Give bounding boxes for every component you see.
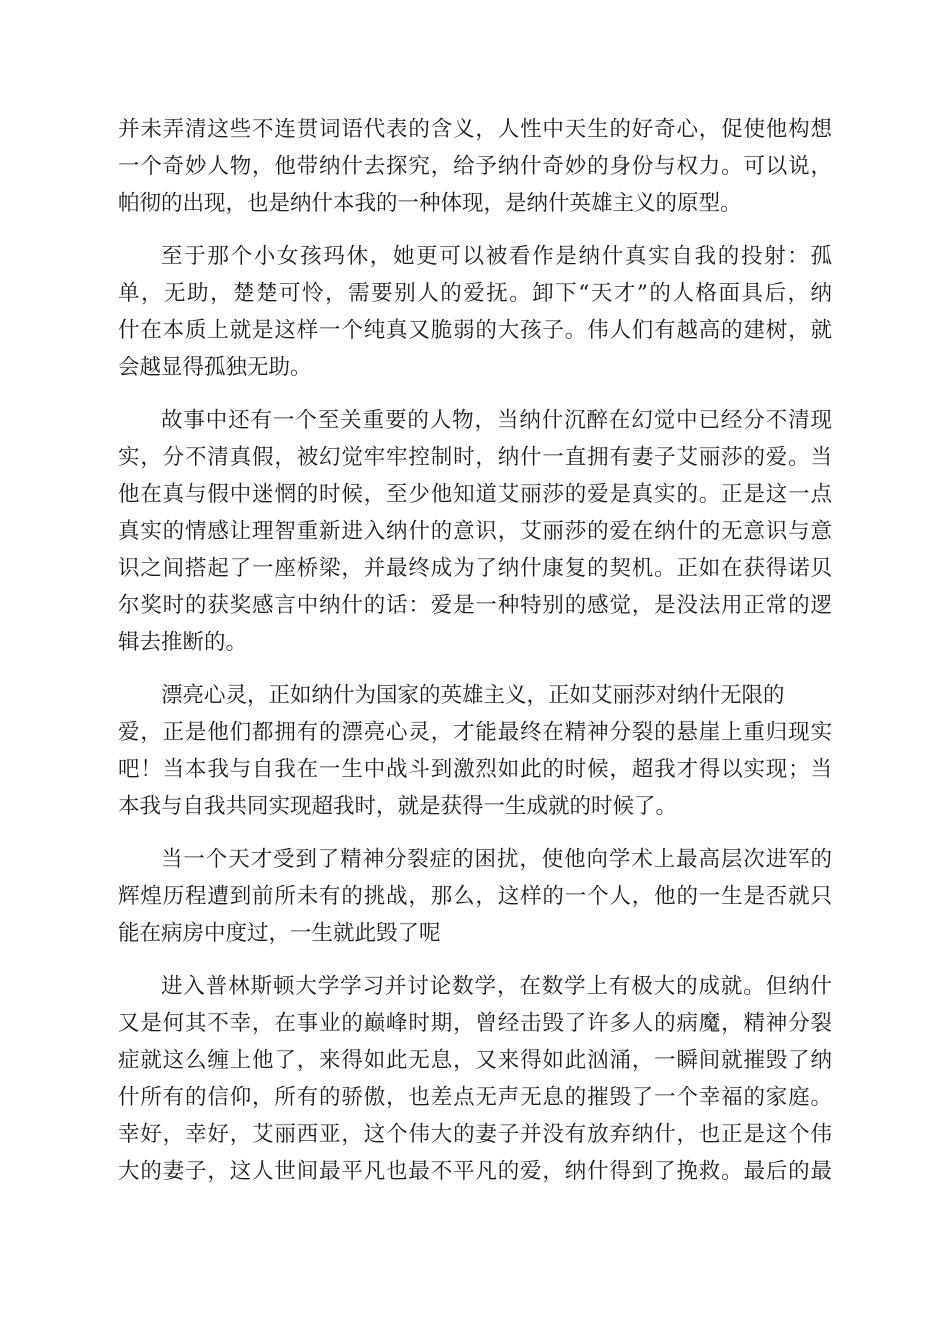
text-line: 大的妻子，这人世间最平凡也最不平凡的爱，纳什得到了挽救。最后的最 [118,1159,832,1184]
text-line: 识之间搭起了一座桥梁，并最终成为了纳什康复的契机。正如在获得诺贝 [118,556,832,581]
text-line: 辑去推断的。 [118,630,248,655]
text-line: 帕彻的出现，也是纳什本我的一种体现，是纳什英雄主义的原型。 [118,191,742,216]
paragraph-2 [118,238,832,386]
text-line: 爱，正是他们都拥有的漂亮心灵，才能最终在精神分裂的悬崖上重归现实 [118,720,832,745]
text-line: 故事中还有一个至关重要的人物，当纳什沉醉在幻觉中已经分不清现 [161,408,832,433]
text-line: 什在本质上就是这样一个纯真又脆弱的大孩子。伟人们有越高的建树，就 [118,318,832,343]
text-line: 症就这么缠上他了，来得如此无息，又来得如此汹涌，一瞬间就摧毁了纳 [118,1048,832,1073]
paragraph-4 [118,677,832,825]
text-line: 单，无助，楚楚可怜，需要别人的爱抚。卸下“天才”的人格面具后，纳 [118,281,832,306]
text-line: 并未弄清这些不连贯词语代表的含义，人性中天生的好奇心，促使他构想 [118,117,832,142]
text-line: 什所有的信仰，所有的骄傲，也差点无声无息的摧毁了一个幸福的家庭。 [118,1085,832,1110]
text-line: 尔奖时的获奖感言中纳什的话：爱是一种特别的感觉，是没法用正常的逻 [118,593,832,618]
text-line: 吧！当本我与自我在一生中战斗到激烈如此的时候，超我才得以实现；当 [118,757,832,782]
text-line: 进入普林斯顿大学学习并讨论数学，在数学上有极大的成就。但纳什 [161,974,832,999]
text-line: 本我与自我共同实现超我时，就是获得一生成就的时候了。 [118,794,678,819]
text-line: 又是何其不幸，在事业的巅峰时期，曾经击毁了许多人的病魔，精神分裂 [118,1011,832,1036]
text-line: 辉煌历程遭到前所未有的挑战，那么，这样的一个人，他的一生是否就只 [118,884,832,909]
paragraph-6 [118,968,832,1190]
text-line: 真实的情感让理智重新进入纳什的意识，艾丽莎的爱在纳什的无意识与意 [118,519,832,544]
text-line: 实，分不清真假，被幻觉牢牢控制时，纳什一直拥有妻子艾丽莎的爱。当 [118,445,832,470]
text-line: 他在真与假中迷惘的时候，至少他知道艾丽莎的爱是真实的。正是这一点 [118,482,832,507]
paragraph-3 [118,402,832,661]
text-line: 能在病房中度过，一生就此毁了呢 [118,921,441,946]
paragraph-5 [118,841,832,952]
text-line: 一个奇妙人物，他带纳什去探究，给予纳什奇妙的身份与权力。可以说， [118,154,832,179]
text-line: 会越显得孤独无助。 [118,355,312,380]
paragraph-1 [118,111,832,222]
text-line: 至于那个小女孩玛休，她更可以被看作是纳什真实自我的投射：孤 [161,244,832,269]
text-line: 幸好，幸好，艾丽西亚，这个伟大的妻子并没有放弃纳什，也正是这个伟 [118,1122,832,1147]
text-line: 漂亮心灵，正如纳什为国家的英雄主义，正如艾丽莎对纳什无限的 [161,683,785,708]
text-line: 当一个天才受到了精神分裂症的困扰，使他向学术上最高层次进军的 [161,847,832,872]
